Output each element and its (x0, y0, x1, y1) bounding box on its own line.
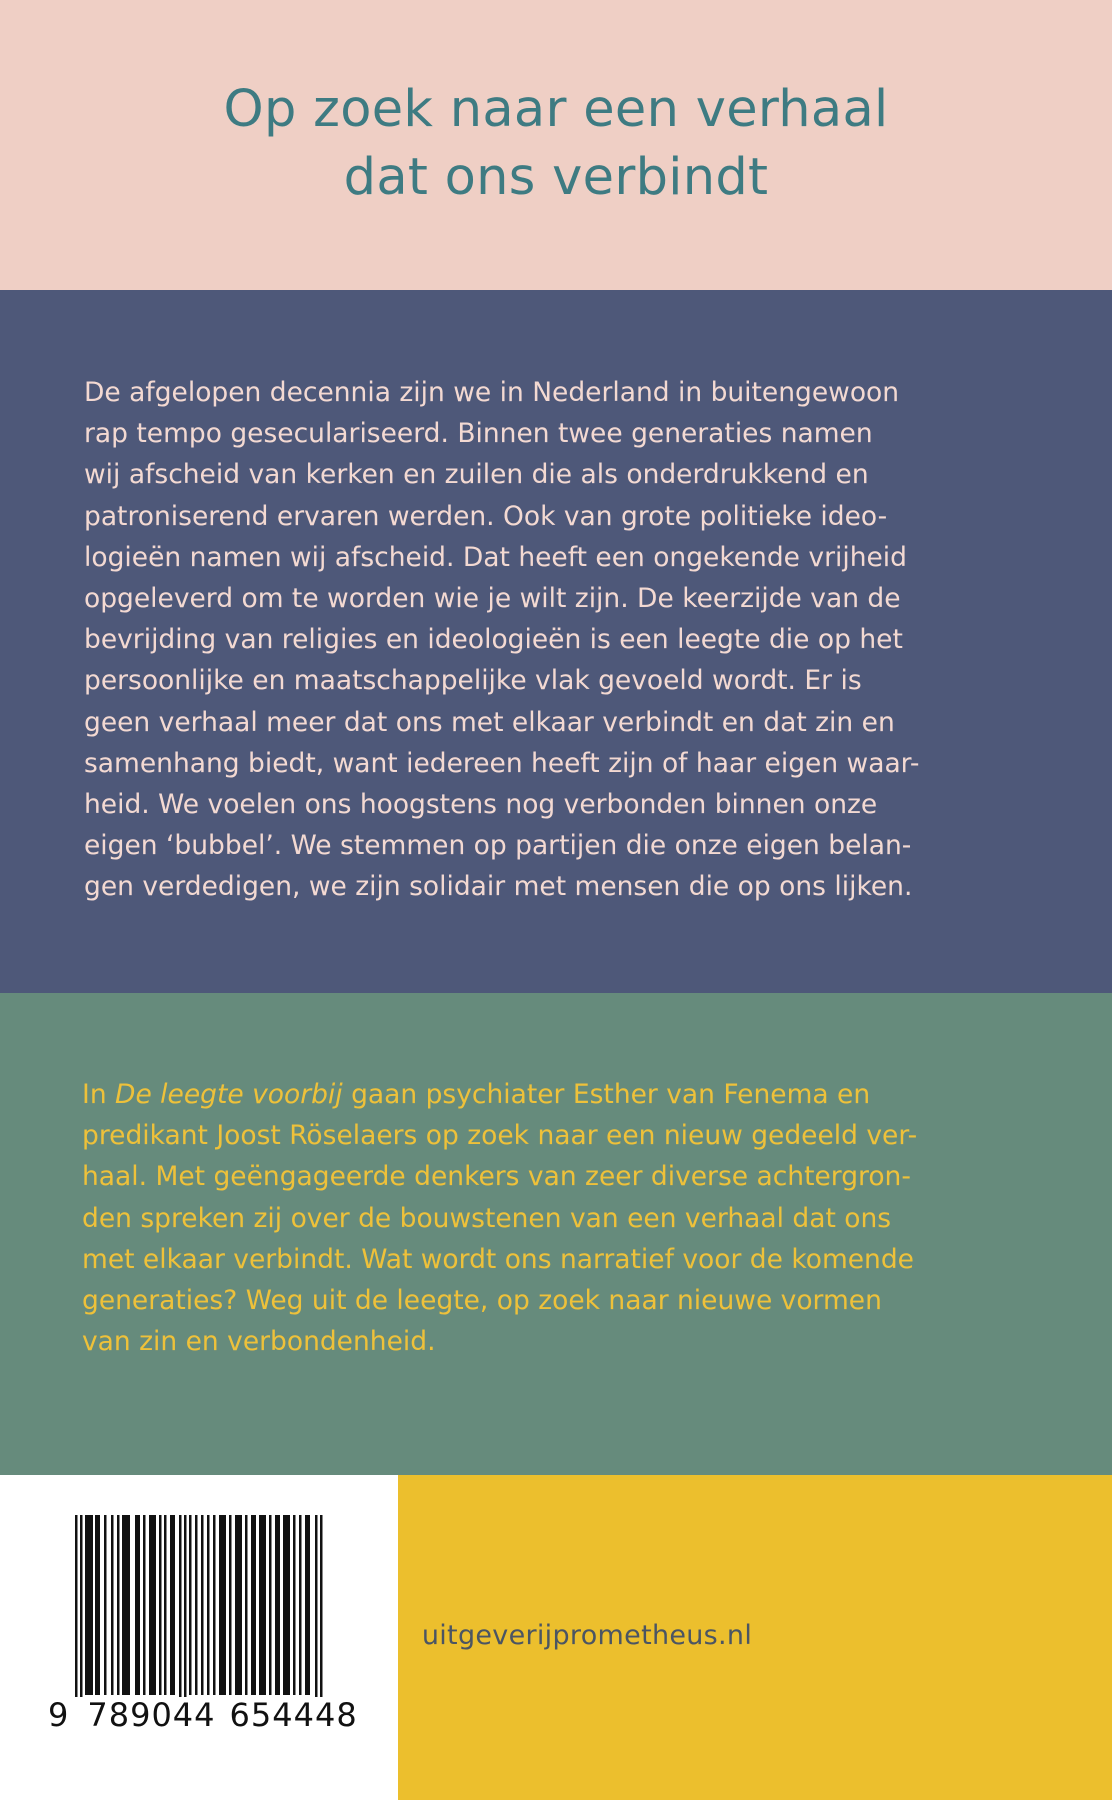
intro-line: geen verhaal meer dat ons met elkaar verbindt en dat zin en (84, 706, 895, 738)
intro-line: bevrijding van religies en ideologieën is een leegte die op het (84, 624, 903, 656)
title-line: Op zoek naar een verhaal (223, 80, 889, 139)
summary-line: predikant Joost Röselaers op zoek naar een nieuw gedeeld ver- (82, 1120, 918, 1152)
intro-line: wij afscheid van kerken en zuilen die als onderdrukkend en (84, 459, 869, 491)
intro-line: patroniserend ervaren werden. Ook van grote politieke ideo- (84, 500, 888, 532)
intro-line: logieën namen wij afscheid. Dat heeft een ongekende vrijheid (84, 541, 907, 573)
intro-line: heid. We voelen ons hoogstens nog verbonden binnen onze (84, 789, 878, 821)
intro-paragraph (84, 372, 1044, 908)
summary-line: generaties? Weg uit de leegte, op zoek naar nieuwe vormen (82, 1285, 882, 1317)
summary-line (82, 1074, 1042, 1115)
isbn-number (48, 1697, 358, 1733)
summary-prefix: In (82, 1079, 116, 1110)
summary-paragraph (82, 1074, 1042, 1362)
isbn-prefix: 9 (48, 1696, 70, 1734)
summary-line: met elkaar verbindt. Wat wordt ons narratief voor de komende (82, 1243, 914, 1275)
intro-line: eigen ‘bubbel’. We stemmen op partijen die onze eigen belan- (84, 830, 912, 862)
intro-line: gen verdedigen, we zijn solidair met mensen die op ons lijken. (84, 871, 913, 903)
book-title: De leegte voorbij (115, 1079, 343, 1110)
isbn-left: 789044 (87, 1696, 216, 1734)
title-line: dat ons verbindt (343, 148, 769, 207)
summary-line: den spreken zij over de bouwstenen van een verhaal dat ons (82, 1202, 892, 1234)
barcode-icon (75, 1515, 330, 1720)
publisher-url[interactable]: uitgeverijprometheus.nl (421, 1620, 753, 1651)
intro-line: persoonlijke en maatschappelijke vlak gevoeld wordt. Er is (84, 665, 862, 697)
intro-line: opgeleverd om te worden wie je wilt zijn. De keerzijde van de (84, 583, 901, 615)
intro-line: samenhang biedt, want iedereen heeft zijn of haar eigen waar- (84, 747, 920, 779)
intro-line: De afgelopen decennia zijn we in Nederland in buitengewoon (84, 377, 900, 408)
summary-line: haal. Met geëngageerde denkers van zeer diverse achtergron- (82, 1161, 911, 1193)
summary-line: van zin en verbondenheid. (82, 1326, 436, 1358)
page-title (0, 76, 1112, 212)
intro-line: rap tempo geseculariseerd. Binnen twee generaties namen (84, 418, 873, 450)
summary-suffix: gaan psychiater Esther van Fenema en (342, 1079, 871, 1110)
isbn-right: 654448 (229, 1696, 358, 1734)
